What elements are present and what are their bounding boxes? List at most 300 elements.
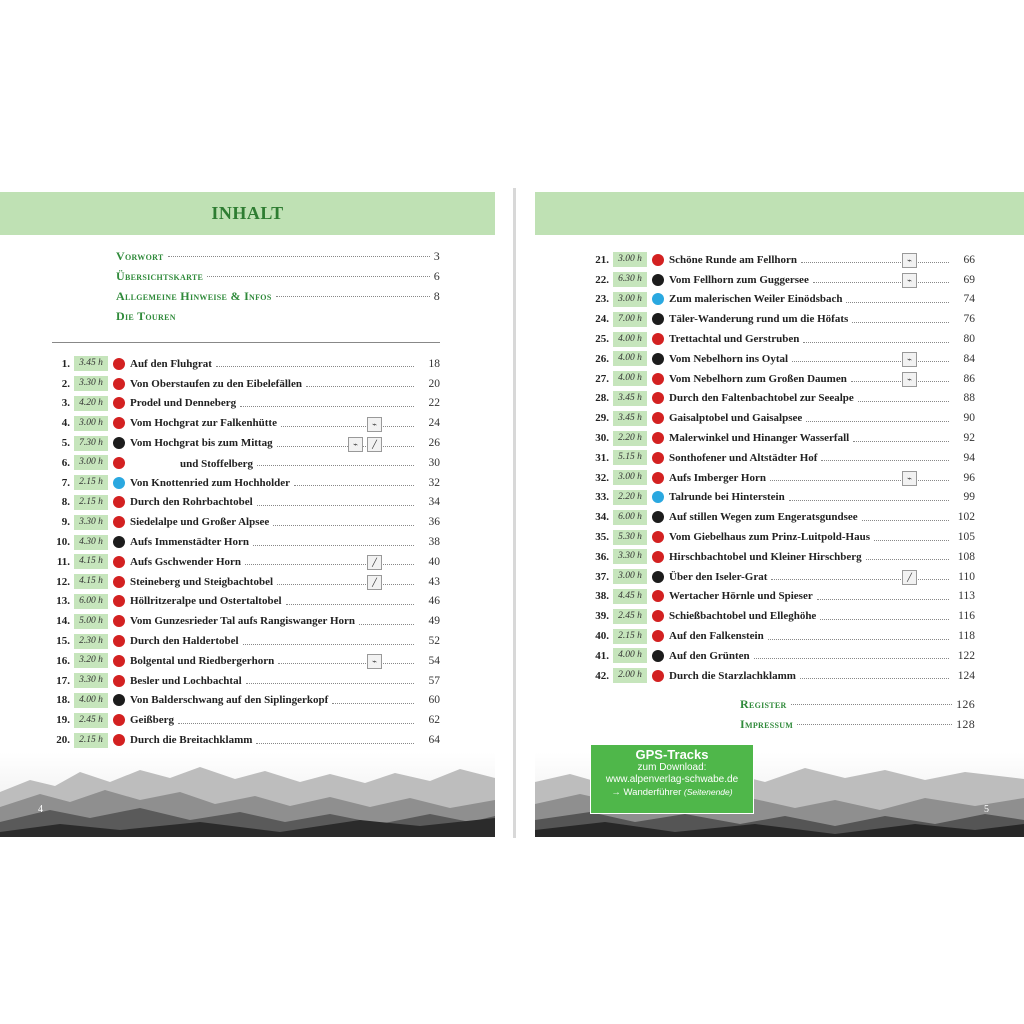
dot-leader — [862, 520, 949, 521]
tour-number: 4. — [61, 417, 70, 430]
tour-entry[interactable] — [585, 270, 975, 290]
difficulty-dot-blue — [652, 491, 664, 503]
tour-duration: 3.00 h — [613, 470, 647, 485]
back-matter-list — [740, 697, 975, 737]
tour-page: 30 — [428, 456, 440, 469]
dot-leader — [286, 604, 414, 605]
tour-title: Aufs Gschwender Horn — [130, 555, 242, 568]
difficulty-dot-red — [113, 655, 125, 667]
tour-page: 110 — [958, 570, 975, 583]
difficulty-dot-black — [113, 536, 125, 548]
tour-page: 57 — [428, 674, 440, 687]
back-matter-page: 128 — [956, 717, 975, 731]
tour-title: Auf den Fluhgrat — [130, 357, 212, 370]
tour-entry[interactable] — [52, 532, 440, 552]
tour-number: 41. — [595, 649, 609, 662]
tour-entry[interactable] — [52, 572, 440, 592]
dot-leader — [276, 296, 430, 297]
lift-icons — [902, 352, 917, 367]
tour-duration: 3.30 h — [74, 376, 108, 391]
tour-title: Vom Nebelhorn zum Großen Daumen — [669, 372, 847, 385]
gondola-icon: ⌁ — [902, 253, 917, 268]
dot-leader — [817, 599, 949, 600]
difficulty-dot-red — [113, 576, 125, 588]
difficulty-dot-black — [113, 437, 125, 449]
dot-leader — [797, 724, 952, 725]
tour-duration: 3.30 h — [74, 673, 108, 688]
chairlift-icon: ╱ — [902, 570, 917, 585]
tour-entry[interactable] — [52, 611, 440, 631]
tour-entry[interactable] — [585, 507, 975, 527]
tour-entry[interactable] — [585, 250, 975, 270]
tour-duration: 5.15 h — [613, 450, 647, 465]
tour-page: 74 — [963, 293, 975, 306]
dot-leader — [257, 505, 414, 506]
lift-icons — [902, 471, 917, 486]
tour-title-text: und Stoffelberg — [180, 458, 254, 471]
tour-duration: 6.00 h — [74, 594, 108, 609]
tour-number: 26. — [595, 352, 609, 365]
page-title: INHALT — [211, 203, 284, 223]
gondola-icon: ⌁ — [367, 654, 382, 669]
tour-title: Über den Iseler-Grat — [669, 570, 768, 583]
tour-page: 60 — [428, 694, 440, 707]
difficulty-dot-red — [652, 412, 664, 424]
tour-number: 20. — [56, 734, 70, 747]
tour-page: 43 — [428, 575, 440, 588]
difficulty-dot-red — [113, 397, 125, 409]
difficulty-dot-black — [652, 511, 664, 523]
tour-duration: 2.15 h — [74, 475, 108, 490]
tour-duration: 2.20 h — [613, 431, 647, 446]
dot-leader — [852, 322, 949, 323]
gondola-icon: ⌁ — [902, 471, 917, 486]
difficulty-dot-red — [113, 595, 125, 607]
tour-title: Steineberg und Steigbachtobel — [130, 575, 274, 588]
difficulty-dot-red — [113, 556, 125, 568]
lift-icons — [367, 654, 382, 669]
dot-leader — [791, 704, 952, 705]
back-matter-item[interactable] — [740, 717, 975, 737]
back-matter-page: 126 — [956, 697, 975, 711]
tour-entry[interactable] — [52, 374, 440, 394]
lift-icons — [902, 253, 917, 268]
lift-icons — [902, 273, 917, 288]
tour-page: 22 — [428, 397, 440, 410]
dot-leader — [256, 743, 414, 744]
tour-number: 15. — [56, 635, 70, 648]
lift-icons — [367, 417, 382, 432]
tour-page: 18 — [428, 357, 440, 370]
tour-number: 23. — [595, 293, 609, 306]
tour-title: Bolgental und Riedbergerhorn — [130, 654, 275, 667]
tour-entry[interactable] — [585, 408, 975, 428]
back-matter-item[interactable] — [740, 697, 975, 717]
difficulty-dot-blue — [652, 293, 664, 305]
gps-line: → Wanderführer (Seitenende) — [611, 787, 733, 798]
dot-leader — [770, 474, 949, 484]
difficulty-dot-red — [652, 472, 664, 484]
tour-number: 42. — [595, 669, 609, 682]
difficulty-dot-red — [113, 615, 125, 627]
tour-page: 94 — [963, 451, 975, 464]
tour-number: 24. — [595, 313, 609, 326]
dot-leader — [207, 276, 430, 277]
difficulty-dot-red — [113, 496, 125, 508]
tour-page: 26 — [428, 437, 440, 450]
lift-icons — [902, 372, 917, 387]
tour-number: 39. — [595, 610, 609, 623]
gps-download-box[interactable] — [590, 744, 754, 814]
tour-page: 38 — [428, 536, 440, 549]
tour-page: 64 — [428, 734, 440, 747]
difficulty-dot-black — [652, 571, 664, 583]
front-matter-item[interactable] — [116, 269, 440, 289]
difficulty-dot-red — [652, 452, 664, 464]
tour-title: Auf stillen Wegen zum Engeratsgundsee — [669, 511, 858, 524]
tour-number: 19. — [56, 714, 70, 727]
tour-number: 12. — [56, 575, 70, 588]
dot-leader — [245, 558, 414, 568]
tour-page: 113 — [958, 590, 975, 603]
tour-entry[interactable] — [52, 413, 440, 433]
tour-entry[interactable] — [52, 493, 440, 513]
tour-entry[interactable] — [52, 710, 440, 730]
tour-entry[interactable] — [585, 626, 975, 646]
tour-entry[interactable] — [52, 512, 440, 532]
tour-page: 102 — [957, 511, 975, 524]
dot-leader — [820, 619, 949, 620]
tour-entry[interactable] — [52, 691, 440, 711]
tour-number: 22. — [595, 273, 609, 286]
lift-icons — [367, 555, 382, 570]
tour-page: 54 — [428, 654, 440, 667]
tour-number: 5. — [61, 437, 70, 450]
difficulty-dot-red — [113, 457, 125, 469]
tour-title: Vom Hochgrat bis zum Mittag — [130, 437, 273, 450]
tour-number: 3. — [61, 397, 70, 410]
difficulty-dot-black — [652, 353, 664, 365]
tour-number: 40. — [595, 630, 609, 643]
tour-title: Schöne Runde am Fellhorn — [669, 253, 798, 266]
tour-page: 62 — [428, 714, 440, 727]
tour-title: Durch den Haldertobel — [130, 635, 239, 648]
tour-number: 33. — [595, 491, 609, 504]
tour-page: 24 — [428, 417, 440, 430]
tour-duration: 4.15 h — [74, 574, 108, 589]
tour-title: Von Oberstaufen zu den Eibelefällen — [130, 377, 302, 390]
tour-entry[interactable] — [585, 349, 975, 369]
front-matter-label: Vorwort — [116, 249, 164, 263]
tour-title: Trettachtal und Gerstruben — [669, 333, 800, 346]
tour-title: Schießbachtobel und Elleghöhe — [669, 610, 817, 623]
tour-number: 38. — [595, 590, 609, 603]
gps-line: zum Download: — [637, 762, 707, 773]
tour-title: Wertacher Hörnle und Spieser — [669, 590, 813, 603]
tour-number: 17. — [56, 674, 70, 687]
dot-leader — [240, 406, 414, 407]
tour-entry[interactable] — [585, 448, 975, 468]
tour-page: 124 — [957, 669, 975, 682]
difficulty-dot-red — [113, 635, 125, 647]
tour-duration: 2.20 h — [613, 490, 647, 505]
tour-list-right — [585, 250, 975, 686]
header-band — [0, 192, 495, 235]
tour-duration: 6.00 h — [613, 510, 647, 525]
dot-leader — [294, 485, 414, 486]
difficulty-dot-red — [652, 392, 664, 404]
tour-number: 29. — [595, 412, 609, 425]
gondola-icon: ⌁ — [367, 417, 382, 432]
gondola-icon: ⌁ — [902, 273, 917, 288]
tour-title: Vom Giebelhaus zum Prinz-Luitpold-Haus — [669, 531, 870, 544]
tour-number: 6. — [61, 456, 70, 469]
tour-title: Siedelalpe und Großer Alpsee — [130, 516, 270, 529]
tour-title: Talrunde bei Hinterstein — [669, 491, 785, 504]
dot-leader — [846, 302, 949, 303]
tour-number: 35. — [595, 531, 609, 544]
tour-duration: 4.30 h — [74, 535, 108, 550]
difficulty-dot-red — [113, 675, 125, 687]
dot-leader — [853, 441, 949, 442]
difficulty-dot-red — [113, 734, 125, 746]
tour-title: Zum malerischen Weiler Einödsbach — [669, 293, 843, 306]
tour-duration: 4.00 h — [613, 351, 647, 366]
tour-title: Auf den Falkenstein — [669, 630, 764, 643]
dot-leader — [821, 460, 949, 461]
page-number: 4 — [38, 804, 43, 815]
tour-entry[interactable] — [585, 567, 975, 587]
tour-title: Vom Nebelhorn ins Oytal — [669, 352, 789, 365]
redacted-text — [130, 455, 180, 467]
dot-leader — [771, 573, 949, 583]
tour-title: Von Balderschwang auf den Siplingerkopf — [130, 694, 329, 707]
lift-icons — [348, 437, 382, 452]
tour-title: Durch die Breitachklamm — [130, 734, 253, 747]
tour-number: 27. — [595, 372, 609, 385]
tour-duration: 7.00 h — [613, 312, 647, 327]
tour-number: 36. — [595, 550, 609, 563]
dot-leader — [792, 355, 949, 365]
front-matter-item[interactable] — [116, 309, 440, 329]
tour-entry[interactable] — [52, 631, 440, 651]
tour-page: 40 — [428, 555, 440, 568]
tour-title: Von Knottenried zum Hochholder — [130, 476, 291, 489]
tour-title: Durch den Rohrbachtobel — [130, 496, 253, 509]
tour-entry[interactable] — [585, 389, 975, 409]
tour-duration: 4.00 h — [613, 648, 647, 663]
tour-entry[interactable] — [585, 646, 975, 666]
tour-number: 18. — [56, 694, 70, 707]
tour-number: 10. — [56, 536, 70, 549]
front-matter-item[interactable] — [116, 249, 440, 269]
tour-title: Vom Fellhorn zum Guggersee — [669, 273, 809, 286]
chairlift-icon: ╱ — [367, 437, 382, 452]
tour-entry[interactable] — [52, 592, 440, 612]
tour-title: Prodel und Denneberg — [130, 397, 237, 410]
tour-title — [130, 455, 253, 470]
dot-leader — [789, 500, 949, 501]
tour-number: 16. — [56, 654, 70, 667]
difficulty-dot-blue — [113, 477, 125, 489]
tour-page: 69 — [963, 273, 975, 286]
tour-duration: 3.00 h — [74, 455, 108, 470]
tour-title: Auf den Grünten — [669, 649, 750, 662]
tour-entry[interactable] — [52, 473, 440, 493]
tour-title: Besler und Lochbachtal — [130, 674, 242, 687]
difficulty-dot-black — [113, 694, 125, 706]
tour-number: 34. — [595, 511, 609, 524]
tour-duration: 3.45 h — [613, 411, 647, 426]
tour-title: Aufs Imberger Horn — [669, 471, 766, 484]
front-matter-label: Allgemeine Hinweise & Infos — [116, 289, 272, 303]
chairlift-icon: ╱ — [367, 555, 382, 570]
difficulty-dot-red — [652, 590, 664, 602]
tour-page: 86 — [963, 372, 975, 385]
tour-page: 49 — [428, 615, 440, 628]
tour-entry[interactable] — [52, 394, 440, 414]
difficulty-dot-red — [113, 358, 125, 370]
tour-duration: 2.30 h — [74, 634, 108, 649]
tour-entry[interactable] — [52, 354, 440, 374]
tour-page: 52 — [428, 635, 440, 648]
dot-leader — [359, 624, 414, 625]
front-matter-label: Übersichtskarte — [116, 269, 204, 283]
back-matter-label: Impressum — [740, 717, 794, 731]
tour-page: 20 — [428, 377, 440, 390]
dot-leader — [813, 276, 949, 286]
dot-leader — [306, 386, 414, 387]
tour-number: 14. — [56, 615, 70, 628]
tour-duration: 4.45 h — [613, 589, 647, 604]
tour-title: Vom Gunzesrieder Tal aufs Rangiswanger Horn — [130, 615, 356, 628]
dot-leader — [273, 525, 414, 526]
difficulty-dot-black — [652, 274, 664, 286]
tour-entry[interactable] — [52, 671, 440, 691]
front-matter-label: Die Touren — [116, 309, 176, 323]
dot-leader — [253, 545, 414, 546]
dot-leader — [281, 419, 414, 429]
tour-duration: 3.45 h — [74, 356, 108, 371]
difficulty-dot-red — [652, 373, 664, 385]
dot-leader — [806, 421, 949, 422]
tour-number: 21. — [595, 253, 609, 266]
tour-title: Höllritzeralpe und Ostertaltobel — [130, 595, 282, 608]
dot-leader — [851, 375, 949, 385]
tour-entry[interactable] — [52, 730, 440, 750]
tour-entry[interactable] — [585, 587, 975, 607]
tour-title: Sonthofener und Altstädter Hof — [669, 451, 818, 464]
tour-title: Aufs Immenstädter Horn — [130, 536, 249, 549]
dot-leader — [243, 644, 414, 645]
tour-entry[interactable] — [52, 453, 440, 473]
tour-entry[interactable] — [585, 488, 975, 508]
dot-leader — [768, 639, 949, 640]
tour-page: 34 — [428, 496, 440, 509]
tour-number: 11. — [56, 555, 70, 568]
tour-entry[interactable] — [585, 369, 975, 389]
difficulty-dot-red — [652, 432, 664, 444]
tour-page: 105 — [957, 531, 975, 544]
difficulty-dot-black — [652, 313, 664, 325]
tour-duration: 7.30 h — [74, 436, 108, 451]
tour-number: 9. — [61, 516, 70, 529]
front-matter-item[interactable] — [116, 289, 440, 309]
tour-entry[interactable] — [585, 527, 975, 547]
tour-entry[interactable] — [585, 329, 975, 349]
tour-page: 80 — [963, 333, 975, 346]
tour-page: 88 — [963, 392, 975, 405]
difficulty-dot-red — [652, 254, 664, 266]
tour-entry[interactable] — [52, 433, 440, 453]
tour-number: 7. — [61, 476, 70, 489]
tour-page: 118 — [958, 630, 975, 643]
front-matter-page: 6 — [433, 269, 440, 283]
dot-leader — [277, 578, 414, 588]
tour-entry[interactable] — [585, 428, 975, 448]
gondola-icon: ⌁ — [348, 437, 363, 452]
difficulty-dot-red — [652, 333, 664, 345]
tour-number: 1. — [61, 357, 70, 370]
tour-page: 66 — [963, 253, 975, 266]
tour-duration: 3.30 h — [613, 549, 647, 564]
difficulty-dot-red — [652, 630, 664, 642]
tour-title: Malerwinkel und Hinanger Wasserfall — [669, 432, 850, 445]
difficulty-dot-red — [113, 516, 125, 528]
tour-entry[interactable] — [585, 290, 975, 310]
tour-duration: 4.00 h — [613, 371, 647, 386]
dot-leader — [178, 723, 414, 724]
tour-number: 32. — [595, 471, 609, 484]
tour-duration: 2.15 h — [74, 495, 108, 510]
dot-leader — [277, 439, 414, 449]
front-matter-page: 8 — [433, 289, 440, 303]
tour-page: 116 — [958, 610, 975, 623]
dot-leader — [246, 683, 414, 684]
tour-title: Gaisalptobel und Gaisalpsee — [669, 412, 803, 425]
gps-url[interactable]: www.alpenverlag-schwabe.de — [605, 774, 739, 785]
tour-page: 84 — [963, 352, 975, 365]
tour-entry[interactable] — [585, 666, 975, 686]
tour-number: 2. — [61, 377, 70, 390]
divider — [52, 342, 440, 343]
tour-duration: 3.00 h — [613, 569, 647, 584]
tour-title: Durch die Starzlachklamm — [669, 669, 796, 682]
dot-leader — [332, 703, 414, 704]
tour-page: 122 — [957, 649, 975, 662]
gondola-icon: ⌁ — [902, 372, 917, 387]
tour-entry[interactable] — [585, 468, 975, 488]
tour-entry[interactable] — [52, 651, 440, 671]
tour-entry[interactable] — [585, 606, 975, 626]
tour-page: 76 — [963, 313, 975, 326]
lift-icons — [902, 570, 917, 585]
difficulty-dot-black — [652, 650, 664, 662]
tour-entry[interactable] — [585, 547, 975, 567]
tour-duration: 5.30 h — [613, 530, 647, 545]
dot-leader — [801, 256, 949, 266]
tour-title: Durch den Faltenbachtobel zur Seealpe — [669, 392, 854, 405]
dot-leader — [858, 401, 949, 402]
tour-entry[interactable] — [585, 309, 975, 329]
tour-number: 37. — [595, 570, 609, 583]
tour-duration: 4.20 h — [74, 396, 108, 411]
dot-leader — [257, 465, 414, 466]
tour-duration: 2.15 h — [613, 629, 647, 644]
difficulty-dot-red — [113, 378, 125, 390]
tour-number: 13. — [56, 595, 70, 608]
tour-entry[interactable] — [52, 552, 440, 572]
